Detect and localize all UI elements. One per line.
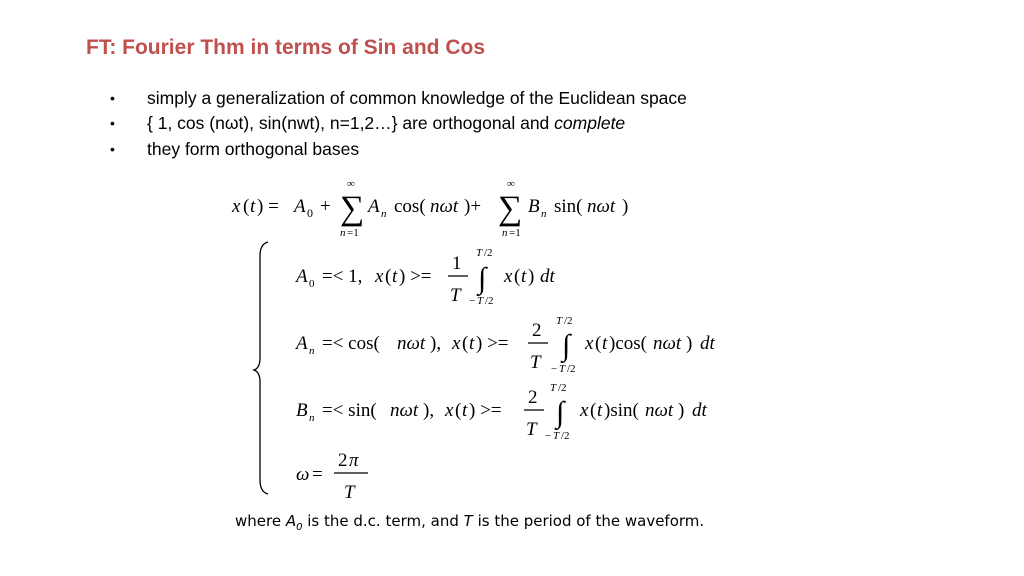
svg-text:): ) [678, 400, 685, 421]
bullet-text-italic: complete [554, 113, 626, 133]
svg-text:t: t [250, 196, 256, 217]
svg-text:T: T [476, 247, 483, 259]
svg-text:1: 1 [452, 253, 462, 274]
omega-equation [296, 450, 368, 503]
svg-text:x: x [232, 196, 241, 217]
left-brace [254, 242, 268, 494]
svg-text:A: A [296, 266, 308, 287]
svg-text:(: ( [595, 333, 602, 354]
svg-text:n: n [502, 227, 508, 239]
svg-text:π: π [349, 450, 359, 471]
svg-text:nωt: nωt [653, 333, 682, 354]
svg-text:=1: =1 [509, 227, 521, 239]
svg-text:+: + [320, 196, 331, 217]
svg-text:∑: ∑ [498, 190, 523, 227]
note-suffix: is the period of the waveform. [472, 512, 705, 530]
svg-text:): ) [686, 333, 693, 354]
svg-text:T: T [550, 382, 557, 394]
svg-text:T: T [477, 295, 484, 307]
svg-text:/2: /2 [484, 247, 493, 259]
svg-text:),: ), [423, 400, 435, 421]
a0-equation [294, 247, 556, 307]
svg-text:/2: /2 [564, 315, 573, 327]
svg-text:) >=: ) >= [469, 400, 502, 421]
svg-text:T: T [344, 482, 355, 503]
svg-text:T: T [556, 315, 563, 327]
slide-title: FT: Fourier Thm in terms of Sin and Cos [86, 36, 486, 59]
svg-text:n: n [541, 208, 547, 220]
svg-text:n: n [381, 208, 387, 220]
svg-text:∑: ∑ [340, 190, 365, 227]
svg-text:∫: ∫ [478, 262, 487, 295]
svg-text:)sin(: )sin( [604, 400, 639, 421]
svg-text:) >=: ) >= [476, 333, 509, 354]
svg-text:/2: /2 [485, 295, 494, 307]
svg-text:t: t [602, 333, 608, 354]
svg-text:)+: )+ [464, 196, 482, 217]
svg-text:): ) [622, 196, 629, 217]
svg-text:=: = [312, 464, 323, 485]
svg-text:A: A [294, 196, 306, 217]
svg-text:) >=: ) >= [399, 266, 432, 287]
svg-text:dt: dt [692, 400, 707, 421]
svg-text:−: − [545, 430, 552, 442]
note-middle: is the d.c. term, and [302, 512, 464, 530]
bullet-text: simply a generalization of common knowledge of the Euclidean space [147, 88, 687, 108]
svg-text:(: ( [590, 400, 597, 421]
svg-text:=< cos(: =< cos( [322, 333, 380, 354]
svg-text:(: ( [243, 196, 250, 217]
bullet-marker: • [110, 115, 115, 131]
svg-text:T: T [450, 285, 461, 306]
svg-text:∞: ∞ [507, 178, 515, 190]
svg-text:2: 2 [532, 320, 542, 341]
svg-text:∞: ∞ [347, 178, 355, 190]
svg-text:t: t [469, 333, 475, 354]
svg-text:/2: /2 [558, 382, 567, 394]
note-a-symbol: A [285, 512, 297, 530]
footnote [235, 512, 704, 533]
fourier-series-equation [231, 178, 628, 239]
note-prefix: where [235, 512, 286, 530]
svg-text:x: x [375, 266, 384, 287]
svg-text:∫: ∫ [556, 396, 565, 429]
svg-text:2: 2 [338, 450, 348, 471]
svg-text:nωt: nωt [645, 400, 674, 421]
svg-text:ω: ω [296, 464, 310, 485]
svg-text:=< sin(: =< sin( [322, 400, 377, 421]
svg-text:0: 0 [309, 278, 315, 290]
svg-text:dt: dt [700, 333, 715, 354]
svg-text:T: T [559, 363, 566, 375]
svg-text:B: B [528, 196, 540, 217]
bullet-marker: • [110, 141, 115, 157]
svg-text:dt: dt [540, 266, 555, 287]
svg-text:(: ( [462, 333, 469, 354]
svg-text:A: A [368, 196, 380, 217]
svg-text:T: T [530, 352, 541, 373]
svg-text:0: 0 [307, 206, 313, 220]
svg-text:t: t [597, 400, 603, 421]
svg-text:) =: ) = [257, 196, 279, 217]
svg-text:(: ( [514, 266, 521, 287]
svg-text:x: x [504, 266, 513, 287]
svg-text:): ) [528, 266, 535, 287]
svg-text:T: T [553, 430, 560, 442]
note-a-subscript: 0 [296, 522, 303, 533]
svg-text:t: t [392, 266, 398, 287]
svg-text:∫: ∫ [562, 329, 571, 362]
svg-text:/2: /2 [567, 363, 576, 375]
svg-text:x: x [580, 400, 589, 421]
svg-text:n: n [309, 412, 315, 424]
note-t-symbol: T [463, 512, 473, 530]
svg-text:t: t [521, 266, 527, 287]
svg-text:)cos(: )cos( [609, 333, 647, 354]
svg-text:nωt: nωt [390, 400, 419, 421]
an-equation [294, 315, 716, 375]
svg-text:T: T [526, 419, 537, 440]
svg-text:/2: /2 [561, 430, 570, 442]
bullet-text: they form orthogonal bases [147, 139, 360, 159]
svg-text:),: ), [430, 333, 442, 354]
svg-text:(: ( [385, 266, 392, 287]
bn-equation [296, 382, 708, 442]
svg-text:−: − [551, 363, 558, 375]
svg-text:cos(: cos( [394, 196, 426, 217]
bullet-marker: • [110, 90, 115, 106]
svg-text:n: n [309, 345, 315, 357]
svg-text:A: A [296, 333, 308, 354]
svg-text:(: ( [455, 400, 462, 421]
svg-text:nωt: nωt [397, 333, 426, 354]
svg-text:B: B [296, 400, 308, 421]
svg-text:=1: =1 [347, 227, 359, 239]
svg-text:sin(: sin( [554, 196, 583, 217]
svg-text:x: x [452, 333, 461, 354]
svg-text:nωt: nωt [587, 196, 616, 217]
svg-text:=< 1,: =< 1, [322, 266, 363, 287]
svg-text:t: t [462, 400, 468, 421]
svg-text:n: n [340, 227, 346, 239]
bullet-text-main: { 1, cos (nωt), sin(nwt), n=1,2…} are orthogonal and [147, 113, 555, 133]
svg-text:nωt: nωt [430, 196, 459, 217]
svg-text:x: x [445, 400, 454, 421]
svg-text:x: x [585, 333, 594, 354]
svg-text:2: 2 [528, 387, 538, 408]
svg-text:−: − [469, 295, 476, 307]
